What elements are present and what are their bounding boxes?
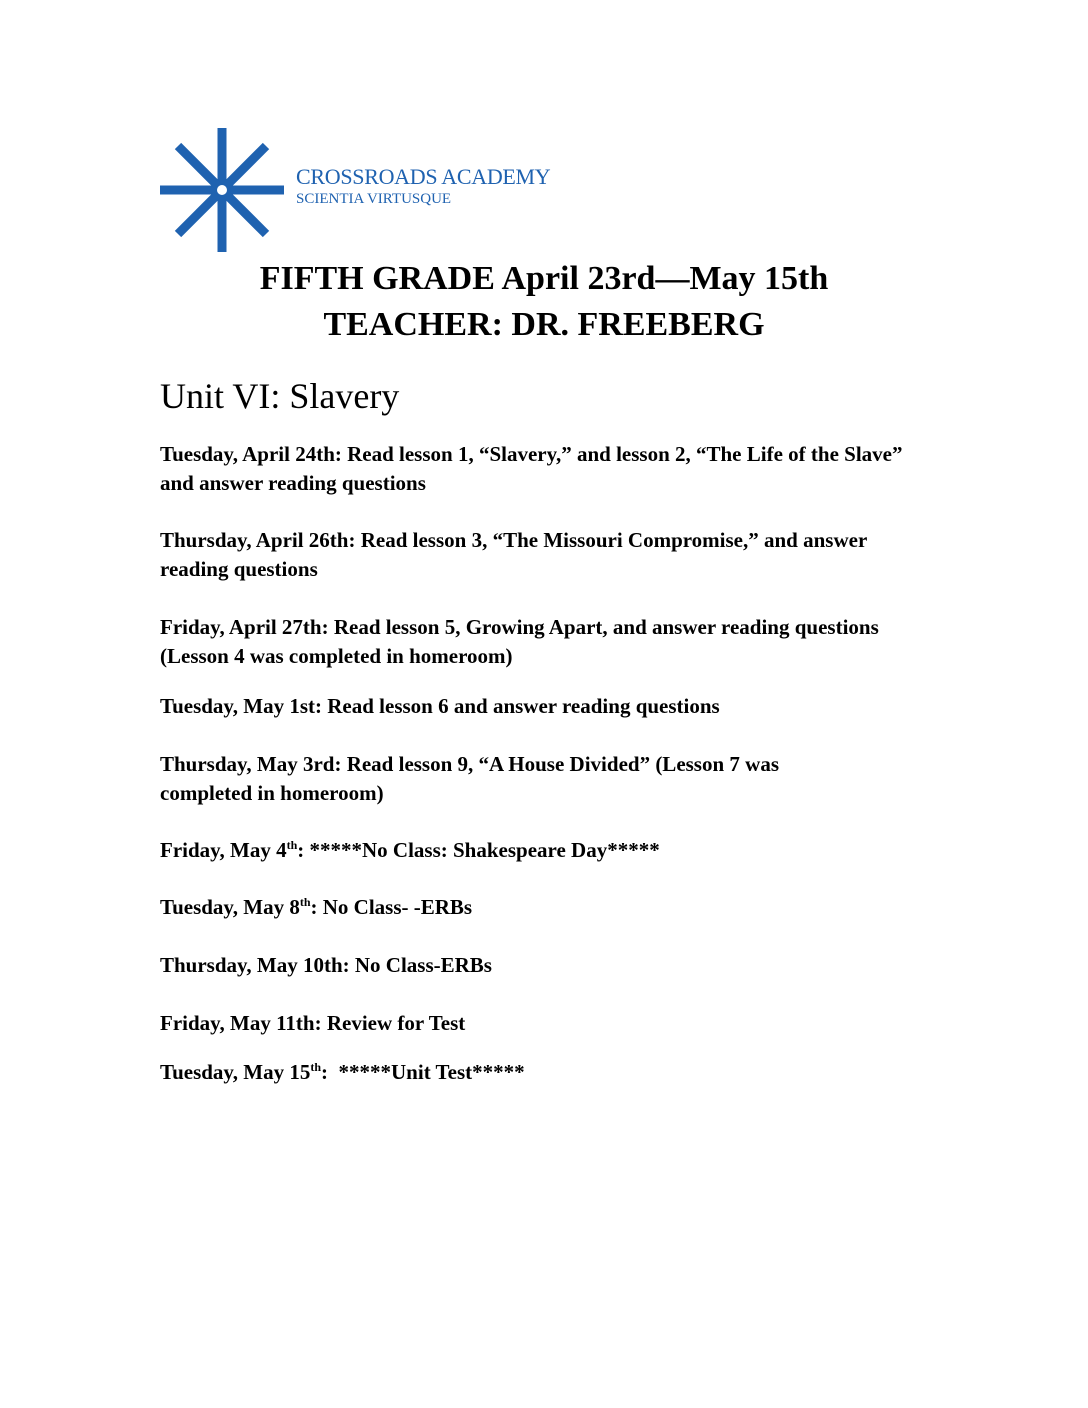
school-name: CROSSROADS ACADEMY (296, 164, 551, 189)
schedule-entry (160, 1058, 940, 1087)
entry-text: : *****Unit Test***** (321, 1060, 525, 1084)
crossroads-asterisk-logo-icon (160, 128, 284, 252)
schedule-entry: Tuesday, April 24th: Read lesson 1, “Slavery,” and lesson 2, “The Life of the Slave” and answer reading questions (160, 442, 903, 495)
schedule-entry: Friday, May 11th: Review for Test (160, 1011, 466, 1035)
entry-text: : *****No Class: Shakespeare Day***** (297, 838, 660, 862)
entry-text: : No Class- -ERBs (310, 895, 473, 919)
schedule-entry: Tuesday, May 1st: Read lesson 6 and answer reading questions (160, 694, 720, 718)
unit-heading: Unit VI: Slavery (160, 376, 400, 416)
ordinal-suffix: th (310, 1060, 322, 1074)
teacher-title: TEACHER: DR. FREEBERG (323, 306, 765, 343)
schedule-entry (160, 893, 940, 922)
schedule-entry: Thursday, May 10th: No Class-ERBs (160, 953, 492, 977)
page-title: FIFTH GRADE April 23rd—May 15th (259, 260, 829, 297)
entry-date: Friday, May 4 (160, 838, 287, 862)
school-brand (296, 164, 550, 208)
ordinal-suffix: th (286, 838, 298, 852)
entry-date: Tuesday, May 15 (160, 1060, 311, 1084)
entry-date: Tuesday, May 8 (160, 895, 300, 919)
schedule-entry: Thursday, May 3rd: Read lesson 9, “A House Divided” (Lesson 7 was completed in homeroom) (160, 752, 779, 805)
schedule-entry: Friday, April 27th: Read lesson 5, Growing Apart, and answer reading questions (Lesson 4 was completed in homeroom) (160, 615, 879, 668)
school-motto: SCIENTIA VIRTUSQUE (296, 191, 452, 207)
ordinal-suffix: th (299, 895, 311, 909)
schedule-entry (160, 836, 940, 865)
schedule-entry: Thursday, April 26th: Read lesson 3, “The Missouri Compromise,” and answer reading questions (160, 528, 867, 581)
